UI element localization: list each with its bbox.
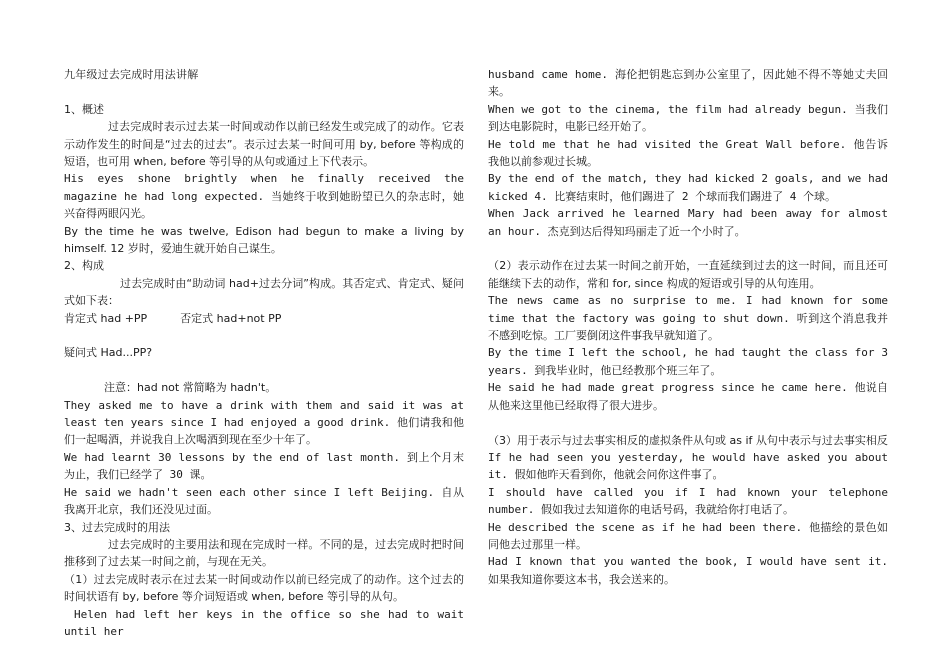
usage-1-heading: （1）过去完成时表示在过去某一时间或动作以前已经完成了的动作。这个过去的时间状语有 by, before 等介词短语或 when, before 等引导的从句。 [64,572,464,604]
usage-2-heading: （2）表示动作在过去某一时间之前开始，一直延续到过去的这一时间，而且还可能继续下去的动作，常和 for, since 构成的短语或引导的从句连用。 [488,259,888,290]
example-sentence: He told me that he had visited the Great Wall before. 他告诉我他以前参观过长城。 [488,137,888,169]
example-sentence: They asked me to have a drink with them and said it was at least ten years since I had enjoyed a good drink. 他们请我和他们一起喝酒，并说我自上次喝酒到现在至少十年了。 [64,398,464,447]
example-sentence: He said he had made great progress since he came here. 他说自从他来这里他已经取得了很大进步。 [488,381,888,412]
example-sentence: By the end of the match, they had kicked 2 goals, and we had kicked 4. 比赛结束时，他们踢进了 2 个球而我们踢进了 4 个球。 [488,172,888,203]
section-3-paragraph: 过去完成时的主要用法和现在完成时一样。不同的是，过去完成时把时间推移到了过去某一时间之前，与现在无关。 [64,537,464,569]
usage-3-heading: （3）用于表示与过去事实相反的虚拟条件从句或 as if 从句中表示与过去事实相反 [488,433,888,447]
document-title: 九年级过去完成时用法讲解 [64,68,199,81]
right-column [488,66,888,588]
section-3-heading: 3、过去完成时的用法 [64,520,170,534]
example-sentence: When Jack arrived he learned Mary had been away for almost an hour. 杰克到达后得知玛丽走了近一个小时了。 [488,207,888,238]
section-2-heading: 2、构成 [64,259,104,273]
example-sentence: If he had seen you yesterday, he would have asked you about it. 假如他昨天看到你，他就会问你这件事了。 [488,450,888,482]
example-sentence: His eyes shone brightly when he finally received the magazine he had long expected. 当她终于收到她盼望已久的杂志时，她兴奋得两眼闪光。 [64,172,464,221]
example-sentence: We had learnt 30 lessons by the end of last month. 到上个月末为止，我们已经学了 30 课。 [64,450,464,482]
example-sentence: Helen had left her keys in the office so she had to wait until her [64,607,464,638]
example-sentence: I should have called you if I had known your telephone number. 假如我过去知道你的电话号码，我就给你打电话了。 [488,485,888,517]
form-table-row: 肯定式 had +PP 否定式 had+not PP [64,311,282,325]
example-sentence: He said we hadn't seen each other since I left Beijing. 自从我离开北京，我们还没见过面。 [64,485,464,517]
example-sentence: The news came as no surprise to me. I had known for some time that the factory was going to shut down. 听到这个消息我并不感到吃惊。工厂要倒闭这件事我早就知道了。 [488,294,888,343]
section-1-paragraph: 过去完成时表示过去某一时间或动作以前已经发生或完成了的动作。它表示动作发生的时间是“过去的过去”。表示过去某一时间可用 by, before 等构成的短语，也可用 when, before 等引导的从句或通过上下代表示。 [64,120,464,169]
section-1-heading: 1、概述 [64,102,104,116]
note: 注意：had not 常简略为 hadn't。 [104,381,277,395]
example-sentence: husband came home. 海伦把钥匙忘到办公室里了，因此她不得不等她丈夫回来。 [488,68,888,99]
section-2-paragraph: 过去完成时由“助动词 had+过去分词”构成。其否定式、肯定式、疑问式如下表： [64,276,464,308]
example-sentence: By the time he was twelve, Edison had begun to make a living by himself. 12 岁时，爱迪生就开始自己谋生。 [64,224,464,256]
example-sentence: He described the scene as if he had been there. 他描绘的景色如同他去过那里一样。 [488,520,888,551]
example-sentence: By the time I left the school, he had taught the class for 3 years. 到我毕业时，他已经教那个班三年了。 [488,346,888,377]
form-question: 疑问式 Had...PP? [64,346,153,360]
example-sentence: Had I known that you wanted the book, I would have sent it. 如果我知道你要这本书，我会送来的。 [488,555,888,586]
example-sentence: When we got to the cinema, the film had already begun. 当我们到达电影院时，电影已经开始了。 [488,102,888,134]
left-column [64,66,464,640]
